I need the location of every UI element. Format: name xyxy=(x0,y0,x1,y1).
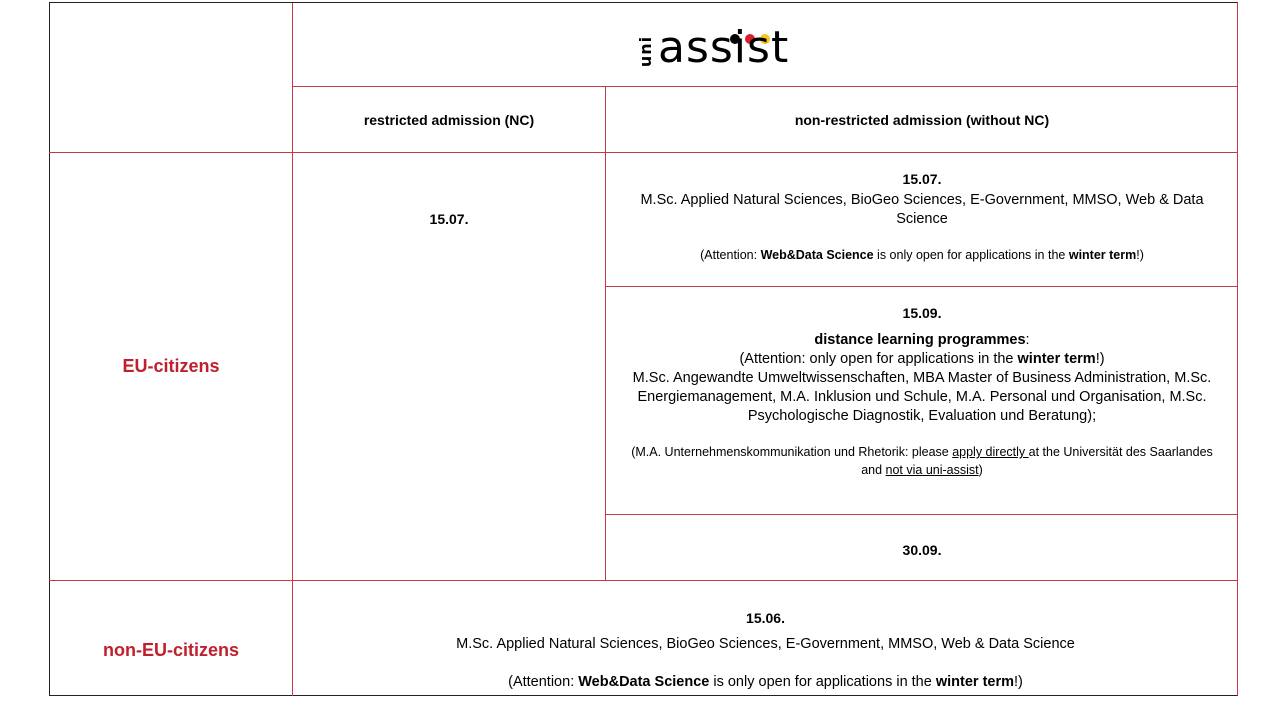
note-text: at the Universität des Saarlandes and xyxy=(861,445,1213,477)
note-text: ) xyxy=(978,463,983,477)
note-bold: winter term xyxy=(1068,248,1137,262)
grid-line xyxy=(605,514,1238,515)
eu-citizens-label: EU-citizens xyxy=(122,356,220,376)
header-restricted xyxy=(293,87,605,152)
non-eu-citizens-label: non-EU-citizens xyxy=(102,640,239,660)
note-text: (Attention: xyxy=(700,248,761,262)
logo-prefix: uni xyxy=(636,35,656,68)
distance-learning-heading: distance learning programmes xyxy=(814,332,1026,348)
eu-block2-date: 15.09. xyxy=(902,305,942,321)
uni-assist-logo xyxy=(636,16,808,73)
eu-block1-note xyxy=(700,246,1144,264)
non-eu-programmes: M.Sc. Applied Natural Sciences, BioGeo Sciences, E-Government, MMSO, Web & Data Science xyxy=(456,636,1075,652)
grid-line xyxy=(605,286,1238,287)
attention-bold: winter term xyxy=(1017,351,1096,367)
non-eu-note xyxy=(508,673,1023,692)
header-restricted-label: restricted admission (NC) xyxy=(363,111,535,128)
eu-block1-date: 15.07. xyxy=(902,171,942,187)
note-text: (M.A. Unternehmenskommunikation und Rhetorik: please xyxy=(631,445,953,459)
not-via-uni-assist-link[interactable]: not via uni-assist xyxy=(885,463,979,477)
note-bold: Web&Data Science xyxy=(578,674,710,690)
eu-restricted-deadline xyxy=(293,211,605,227)
note-text: is only open for applications in the xyxy=(873,248,1069,262)
non-eu-date: 15.06. xyxy=(746,610,785,626)
eu-block1-programmes: M.Sc. Applied Natural Sciences, BioGeo Sciences, E-Government, MMSO, Web & Data Science xyxy=(640,192,1204,227)
eu-block2-attention xyxy=(739,350,1104,369)
note-text: (Attention: xyxy=(508,674,579,690)
attention-text: !) xyxy=(1095,351,1105,367)
note-text: is only open for applications in the xyxy=(709,674,936,690)
note-bold: Web&Data Science xyxy=(760,248,874,262)
row-label-non-eu xyxy=(50,640,292,661)
eu-block2-heading xyxy=(814,331,1029,350)
eu-block-3 xyxy=(606,542,1238,558)
eu-restricted-date: 15.07. xyxy=(429,211,469,227)
eu-block-1 xyxy=(606,171,1238,264)
note-bold: winter term xyxy=(935,674,1015,690)
eu-block2-programmes: M.Sc. Angewandte Umweltwissenschaften, MBA Master of Business Administration, M.Sc. Energiemanagement, M.A. Inklusion und Schule, M.A. Personal und Organisation, M.Sc. Psychologische Diagnostik, Evaluation und Beratung); xyxy=(632,370,1212,424)
note-text: !) xyxy=(1014,674,1023,690)
note-text: !) xyxy=(1136,248,1144,262)
header-non-restricted xyxy=(606,87,1238,152)
eu-block2-note xyxy=(622,443,1222,479)
apply-directly-link[interactable]: apply directly xyxy=(952,445,1029,459)
row-label-eu xyxy=(50,153,292,580)
eu-block3-date: 30.09. xyxy=(902,542,942,558)
eu-block-2 xyxy=(606,305,1238,479)
heading-colon: : xyxy=(1025,332,1030,348)
logo-word: assist xyxy=(658,22,790,73)
attention-text: (Attention: only open for applications in the xyxy=(739,351,1018,367)
non-eu-block xyxy=(293,610,1238,692)
header-non-restricted-label: non-restricted admission (without NC) xyxy=(794,111,1050,128)
grid-line xyxy=(49,580,1238,581)
